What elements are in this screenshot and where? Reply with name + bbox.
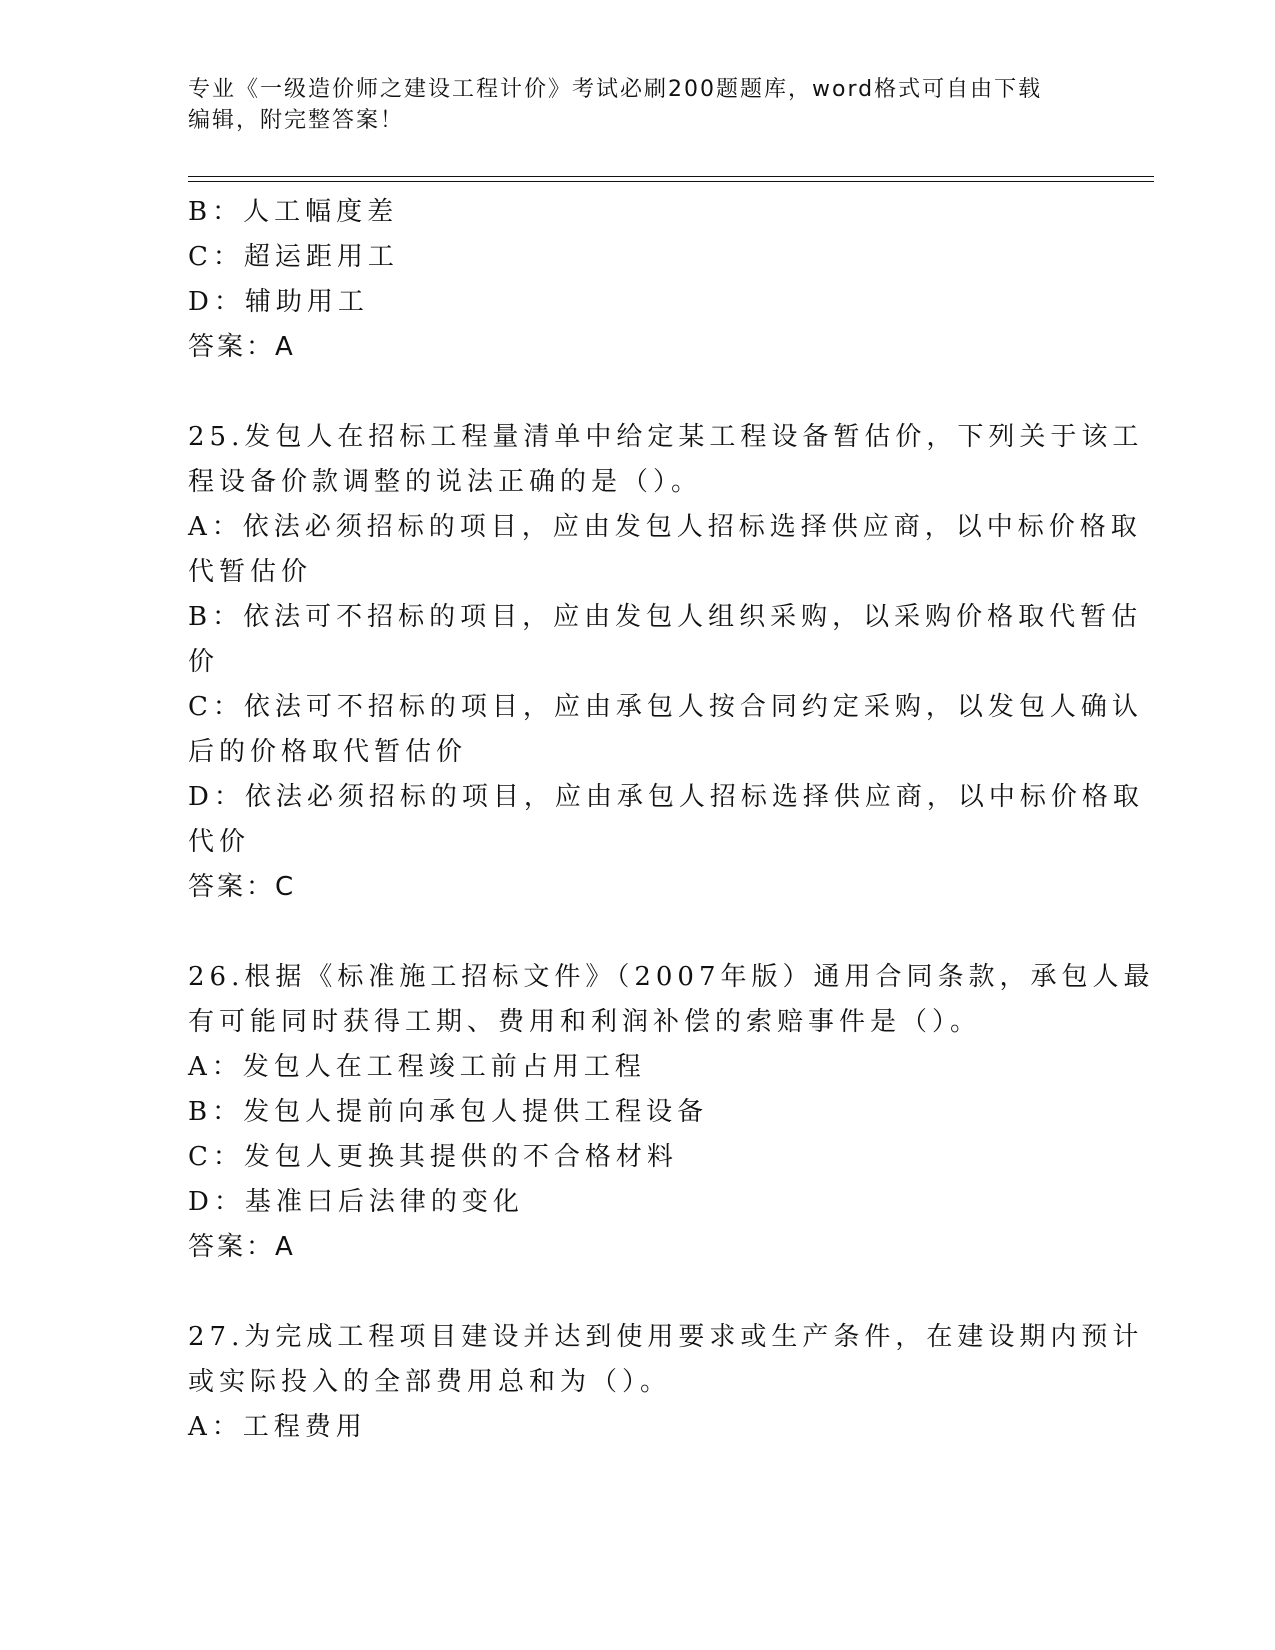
option-d: D：辅助用工 <box>188 287 369 317</box>
document-header <box>188 74 1068 136</box>
question-stem-cont: 程设备价款调整的说法正确的是（）。 <box>188 467 703 497</box>
option-b: B：依法可不招标的项目，应由发包人组织采购，以采购价格取代暂估 <box>188 602 1143 632</box>
option-c: C：发包人更换其提供的不合格材料 <box>188 1142 678 1172</box>
option-b: B：发包人提前向承包人提供工程设备 <box>188 1097 709 1127</box>
header-rule-top <box>188 176 1154 177</box>
option-b-cont: 价 <box>188 647 220 677</box>
header-title-line1: 专业《一级造价师之建设工程计价》考试必刷200题题库，word格式可自由下载 <box>188 77 1043 102</box>
option-c-cont: 后的价格取代暂估价 <box>188 737 468 767</box>
option-a-cont: 代暂估价 <box>188 557 313 587</box>
option-d-cont: 代价 <box>188 827 251 857</box>
question-stem: 27.为完成工程项目建设并达到使用要求或生产条件，在建设期内预计 <box>188 1322 1144 1352</box>
option-b: B：人工幅度差 <box>188 197 399 227</box>
option-c: C：依法可不招标的项目，应由承包人按合同约定采购，以发包人确认 <box>188 692 1143 722</box>
question-content <box>188 190 1155 1450</box>
question-stem-cont: 或实际投入的全部费用总和为（）。 <box>188 1367 672 1397</box>
option-d: D：基准曰后法律的变化 <box>188 1187 524 1217</box>
option-a: A：发包人在工程竣工前占用工程 <box>188 1052 646 1082</box>
option-a: A：依法必须招标的项目，应由发包人招标选择供应商，以中标价格取 <box>188 512 1142 542</box>
question-stem-cont: 有可能同时获得工期、费用和利润补偿的索赔事件是（）。 <box>188 1007 982 1037</box>
question-stem: 26.根据《标准施工招标文件》（2007年版）通用合同条款，承包人最 <box>188 962 1155 992</box>
question-24-tail <box>188 190 1088 370</box>
option-a: A：工程费用 <box>188 1412 367 1442</box>
option-d: D：依法必须招标的项目，应由承包人招标选择供应商，以中标价格取 <box>188 782 1144 812</box>
question-stem: 25.发包人在招标工程量清单中给定某工程设备暂估价，下列关于该工 <box>188 422 1144 452</box>
header-rule-bottom <box>188 181 1154 182</box>
question-27 <box>188 1315 1144 1450</box>
header-title-line2: 编辑，附完整答案！ <box>188 108 405 133</box>
spacer <box>188 370 1088 415</box>
answer-line: 答案：A <box>188 1232 296 1262</box>
question-26 <box>188 955 1155 1270</box>
answer-line: 答案：C <box>188 872 297 902</box>
answer-line: 答案：A <box>188 332 296 362</box>
spacer <box>188 1270 1088 1315</box>
spacer <box>188 910 1088 955</box>
question-25 <box>188 415 1144 910</box>
option-c: C：超运距用工 <box>188 242 399 272</box>
